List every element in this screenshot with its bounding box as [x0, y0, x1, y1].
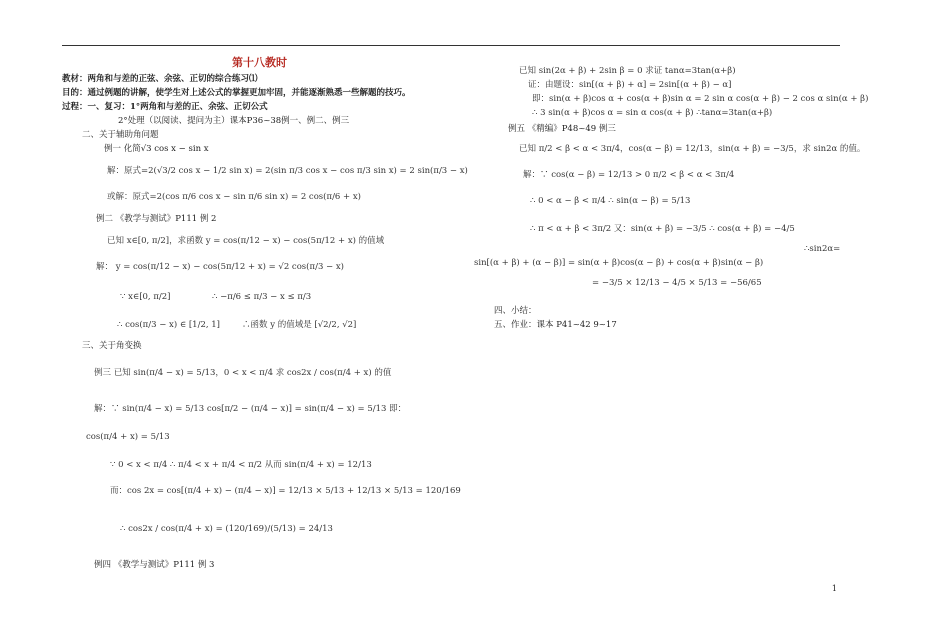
proof-step-3: ∴ 3 sin(α + β)cos α = sin α cos(α + β) ∴tanα=3tan(α+β)	[532, 108, 773, 118]
solution-2-step-b: ∴ −π/6 ≤ π/3 − x ≤ π/3	[212, 292, 312, 302]
example-5: 例五 《精编》P48~49 例三	[508, 124, 616, 134]
alt-solution-1: 或解：原式=2(cos π/6 cos x − sin π/6 sin x) = 2 cos(π/6 + x)	[107, 192, 361, 202]
solution-5-step-b: ∴ 0 < α − β < π/4 ∴ sin(α − β) = 5/13	[530, 196, 691, 206]
line-process: 过程：一、复习：1°两角和与差的正、余弦、正切公式	[62, 102, 268, 112]
example-1: 例一 化简√3 cos x − sin x	[104, 144, 209, 154]
example-2: 例二 《教学与测试》P111 例 2	[96, 214, 217, 224]
solution-5-step-e: sin[(α + β) + (α − β)] = sin(α + β)cos(α − β) + cos(α + β)sin(α − β)	[474, 258, 764, 268]
example-2-question: 已知 x∈[0, π/2]，求函数 y = cos(π/12 − x) − cos(5π/12 + x) 的值域	[107, 236, 385, 246]
solution-5-step-c: ∴ π < α + β < 3π/2 又：sin(α + β) = −3/5 ∴ cos(α + β) = −4/5	[530, 224, 795, 234]
solution-5-step-a: 解：∵ cos(α − β) = 12/13 > 0 π/2 < β < α < 3π/4	[523, 170, 735, 180]
solution-2-step-d: ∴函数 y 的值域是 [√2/2, √2]	[242, 320, 357, 330]
example-5-question: 已知 π/2 < β < α < 3π/4，cos(α − β) = 12/13，sin(α + β) = −3/5，求 sin2α 的值。	[519, 144, 866, 154]
example-4-question: 已知 sin(2α + β) + 2sin β = 0 求证 tanα=3tan(α+β)	[519, 66, 736, 76]
proof-step-2: 即：sin(α + β)cos α + cos(α + β)sin α = 2 sin α cos(α + β) − 2 cos α sin(α + β)	[532, 94, 869, 104]
solution-1: 解：原式=2(√3/2 cos x − 1/2 sin x) = 2(sin π/3 cos x − cos π/3 sin x) = 2 sin(π/3 − x)	[107, 166, 468, 176]
page-title: 第十八教时	[232, 56, 287, 69]
header-rule	[62, 45, 840, 46]
solution-2-step-a: ∵ x∈[0, π/2]	[120, 292, 171, 302]
solution-2: 解： y = cos(π/12 − x) − cos(5π/12 + x) = √2 cos(π/3 − x)	[96, 262, 344, 272]
solution-2-step-c: ∴ cos(π/3 − x) ∈ [1/2, 1]	[117, 320, 220, 330]
solution-3: 解：∵ sin(π/4 − x) = 5/13 cos[π/2 − (π/4 − x)] = sin(π/4 − x) = 5/13 即：	[94, 404, 407, 414]
summary-heading: 四、小结：	[494, 306, 537, 316]
proof-step-1: 证：由题设：sin[(α + β) + α] = 2sin[(α + β) − α]	[528, 80, 732, 90]
solution-3-step-b: ∵ 0 < x < π/4 ∴ π/4 < x + π/4 < π/2 从而 sin(π/4 + x) = 12/13	[110, 460, 372, 470]
solution-5-step-f: = −3/5 × 12/13 − 4/5 × 5/13 = −56/65	[592, 278, 762, 288]
line-materials: 教材：两角和与差的正弦、余弦、正切的综合练习⑴	[62, 74, 258, 84]
solution-3-step-c: 而：cos 2x = cos[(π/4 + x) − (π/4 − x)] = 12/13 × 5/13 + 12/13 × 5/13 = 120/169	[110, 486, 461, 496]
section-3-heading: 三、关于角变换	[82, 341, 142, 351]
example-4: 例四 《教学与测试》P111 例 3	[94, 560, 215, 570]
section-2-heading: 二、关于辅助角问题	[82, 130, 159, 140]
solution-5-step-d: ∴sin2α=	[804, 244, 841, 254]
line-process-2: 2°处理（以阅读、提问为主）课本P36~38例一、例二、例三	[118, 116, 350, 126]
page-number: 1	[831, 584, 837, 593]
homework-line: 五、作业：课本 P41~42 9~17	[494, 320, 617, 330]
solution-3-step-d: ∴ cos2x / cos(π/4 + x) = (120/169)/(5/13) = 24/13	[120, 524, 333, 534]
example-3: 例三 已知 sin(π/4 − x) = 5/13，0 < x < π/4 求 cos2x / cos(π/4 + x) 的值	[94, 368, 392, 378]
line-objective: 目的：通过例题的讲解，使学生对上述公式的掌握更加牢固，并能逐渐熟悉一些解题的技巧。	[62, 88, 411, 98]
solution-3-step-a: cos(π/4 + x) = 5/13	[86, 432, 170, 442]
